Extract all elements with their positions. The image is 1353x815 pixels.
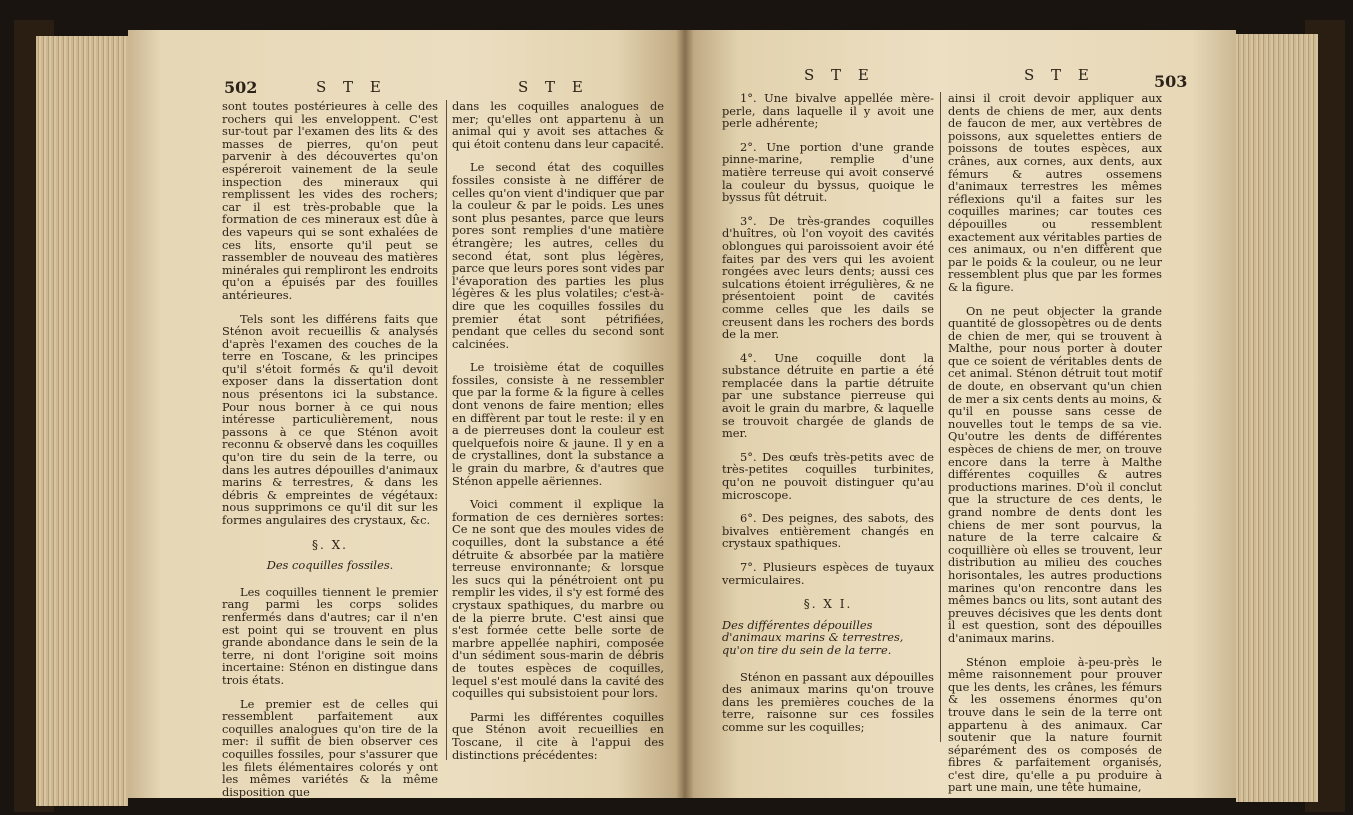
paragraph: On ne peut objecter la grande quantité de glossopètres ou de dents de chien de mer, qui se trouvent à Malthe, pour nous porter à douter que ce soient de véritables dents de cet animal. Sténon détruit tout motif de doute, en observant qu'un chien de mer a six cents dents au moins, & qu'il en pousse sans cesse de nouvelles tout le temps de sa vie. Qu'outre les dents de différentes espèces de chiens de mer, on trouve encore dans la terre à Malthe différentes coquilles & autres productions marines. D'où il conclut que la structure de ces dents, le grand nombre de dents dont les chiens de mer sont pourvus, la nature de la terre calcaire & coquillière où elles se trouvent, leur distribution au milieu des couches horisontales, les autres productions marines qu'on rencontre dans les mêmes bancs ou lits, sont autant des preuves décisives que les dents dont il est question, sont des dépouilles d'animaux marins.	[948, 303, 1162, 645]
section-heading: §. X.	[312, 537, 348, 552]
text-column-2	[948, 92, 1162, 798]
text-column-1	[722, 92, 934, 745]
page-edges-left	[36, 36, 128, 806]
paragraph: Les coquilles tiennent le premier rang parmi les corps solides renfermés dans d'autres; car il n'en est point qui se trouvent en plus grande abondance dans le sein de la terre, ni dont l'origine soit moins incertaine: Sténon en distingue dans trois états.	[222, 584, 438, 687]
running-head: S T E	[804, 66, 875, 84]
paragraph: Sténon en passant aux dépouilles des animaux marins qu'on trouve dans les premières couches de la terre, raisonne sur ces fossiles comme sur les coquilles;	[722, 669, 934, 734]
text-column-1	[222, 100, 438, 798]
paragraph: Le second état des coquilles fossiles consiste à ne différer de celles qu'on vient d'indiquer que par la couleur & par le poids. Les unes sont plus pesantes, parce que leurs pores sont remplies d'une matière étrangère; les autres, celles du second état, sont plus légères, parce que leurs pores sont vides par l'évaporation des parties les plus légères & les plus volatiles; c'est-à-dire que les coquilles fossiles du premier état sont pétrifiées, pendant que celles du second sont calcinées.	[452, 160, 664, 351]
left-page	[128, 30, 684, 798]
paragraph: 5°. Des œufs très-petits avec de très-petites coquilles turbinites, qu'on ne pouvoit distinguer qu'au microscope.	[722, 449, 934, 502]
paragraph: Voici comment il explique la formation de ces dernières sortes: Ce ne sont que des moules vides de coquilles, dont la substance a été détruite & absorbée par la matière terreuse environnante; & lorsque les sucs qui la pénétroient ont pu remplir les vides, il s'y est formé des crystaux spathiques, du marbre ou de la pierre brute. C'est ainsi que s'est formée cette belle sorte de marbre appellée naphiri, composée d'un sédiment sous-marin de débris de toutes espèces de coquilles, lequel s'est moulé dans la cavité des coquilles qui subsistoient pour lors.	[452, 497, 664, 701]
column-rule	[446, 100, 447, 760]
paragraph: 3°. De très-grandes coquilles d'huîtres, où l'on voyoit des cavités oblongues qui paroissoient avoir été faites par des vers qui les avoient rongées avec leurs dents; aussi ces sulcations étoient irrégulières, & ne présentoient point de cavités comme celles que les dails se creusent dans les rochers des bords de la mer.	[722, 213, 934, 342]
paragraph: Le premier est de celles qui ressemblent parfaitement aux coquilles analogues qu'on tire de la mer: il suffit de bien observer ces coquilles fossiles, pour s'assurer que les filets élémentaires colorés y ont les mêmes variétés & la même disposition que	[222, 696, 438, 798]
page-number: 502	[224, 78, 258, 97]
paragraph: Tels sont les différens faits que Sténon avoit recueillis & analysés d'après l'examen des couches de la terre en Toscane, & les principes qu'il s'étoit formés & qu'il devoit exposer dans la dissertation dont nous présentons ici la substance. Pour nous borner à ce qui nous intéresse particulièrement, nous passons à ce que Sténon avoit reconnu & observé dans les coquilles qu'on tire du sein de la terre, ou dans les autres dépouilles d'animaux marins & terrestres, & dans les débris & empreintes de végétaux: nous supprimons ce qu'il dit sur les formes angulaires des crystaux, &c.	[222, 311, 438, 527]
paragraph: ainsi il croit devoir appliquer aux dents de chiens de mer, aux dents de faucon de mer, aux vertèbres de poissons, aux squelettes entiers de poissons de toutes espèces, aux crânes, aux cornes, aux dents, aux fémurs & autres ossemens d'animaux terrestres les mêmes réflexions qu'il a faites sur les coquilles marines; car toutes ces dépouilles ou ressemblent exactement aux véritables parties de ces animaux, ou n'en diffèrent que par le poids & la couleur, ou ne leur ressemblent plus que par les formes & la figure.	[948, 91, 1162, 294]
text-column-2	[452, 100, 664, 772]
paragraph: Sténon emploie à-peu-près le même raisonnement pour prouver que les dents, les crânes, les fémurs & les ossemens énormes qu'on trouve dans le sein de la terre ont appartenu à des animaux. Car soutenir que la nature fournit séparément des os composés de fibres & parfaitement organisés, c'est dire, qu'elle a pu produire à part une main, une tête humaine,	[948, 654, 1162, 795]
running-head: S T E	[1024, 66, 1095, 84]
column-rule	[940, 92, 941, 742]
paragraph: 1°. Une bivalve appellée mère-perle, dans laquelle il y avoit une perle adhérente;	[722, 91, 934, 131]
paragraph: 2°. Une portion d'une grande pinne-marine, remplie d'une matière terreuse qui avoit conservé la couleur du byssus, quoique le byssus fût détruit.	[722, 139, 934, 205]
paragraph: 6°. Des peignes, des sabots, des bivalves entièrement changés en crystaux spathiques.	[722, 511, 934, 551]
section-title: Des différentes dépouilles d'animaux marins & terrestres, qu'on tire du sein de la terre.	[722, 617, 904, 657]
page-edges-right	[1236, 34, 1318, 802]
paragraph: 7°. Plusieurs espèces de tuyaux vermiculaires.	[722, 560, 934, 587]
book-gutter	[676, 30, 694, 798]
paragraph: dans les coquilles analogues de mer; qu'elles ont appartenu à un animal qui y avoit ses attaches & qui étoit contenu dans leur capacité.	[452, 99, 664, 151]
paragraph: 4°. Une coquille dont la substance détruite en partie a été remplacée dans la partie détruite par une substance pierreuse qui avoit le grain du marbre, & laquelle se trouvoit chargée de glands de mer.	[722, 350, 934, 441]
running-head: S T E	[316, 78, 387, 96]
section-title: Des coquilles fossiles.	[266, 558, 394, 573]
running-head: S T E	[518, 78, 589, 96]
paragraph: sont toutes postérieures à celle des rochers qui les enveloppent. C'est sur-tout par l'examen des lits & des masses de pierres, qu'on peut parvenir à des découvertes qu'on espéreroit vainement de la seule inspection des mineraux qui remplissent les vides des rochers; car il est très-probable que la formation de ces mineraux est dûe à des vapeurs qui se sont exhalées de ces lits, ensorte qu'il peut se rassembler de nouveau des matières minérales qui rempliront les endroits qu'on a épuisés par des fouilles antérieures.	[222, 99, 438, 302]
section-heading: §. X I.	[803, 597, 853, 612]
paragraph: Le troisième état de coquilles fossiles, consiste à ne ressembler que par la forme & la figure à celles dont venons de faire mention; elles en diffèrent par tout le reste: il y en a de pierreuses dont la couleur est quelquefois noire & jaune. Il y en a de crystallines, dont la substance a le grain du marbre, & d'autres que Sténon appelle aëriennes.	[452, 360, 664, 488]
page-number: 503	[1154, 72, 1188, 91]
right-page	[684, 30, 1236, 798]
paragraph: Parmi les différentes coquilles que Sténon avoit recueillies en Toscane, il cite à l'appui des distinctions précédentes:	[452, 709, 664, 762]
